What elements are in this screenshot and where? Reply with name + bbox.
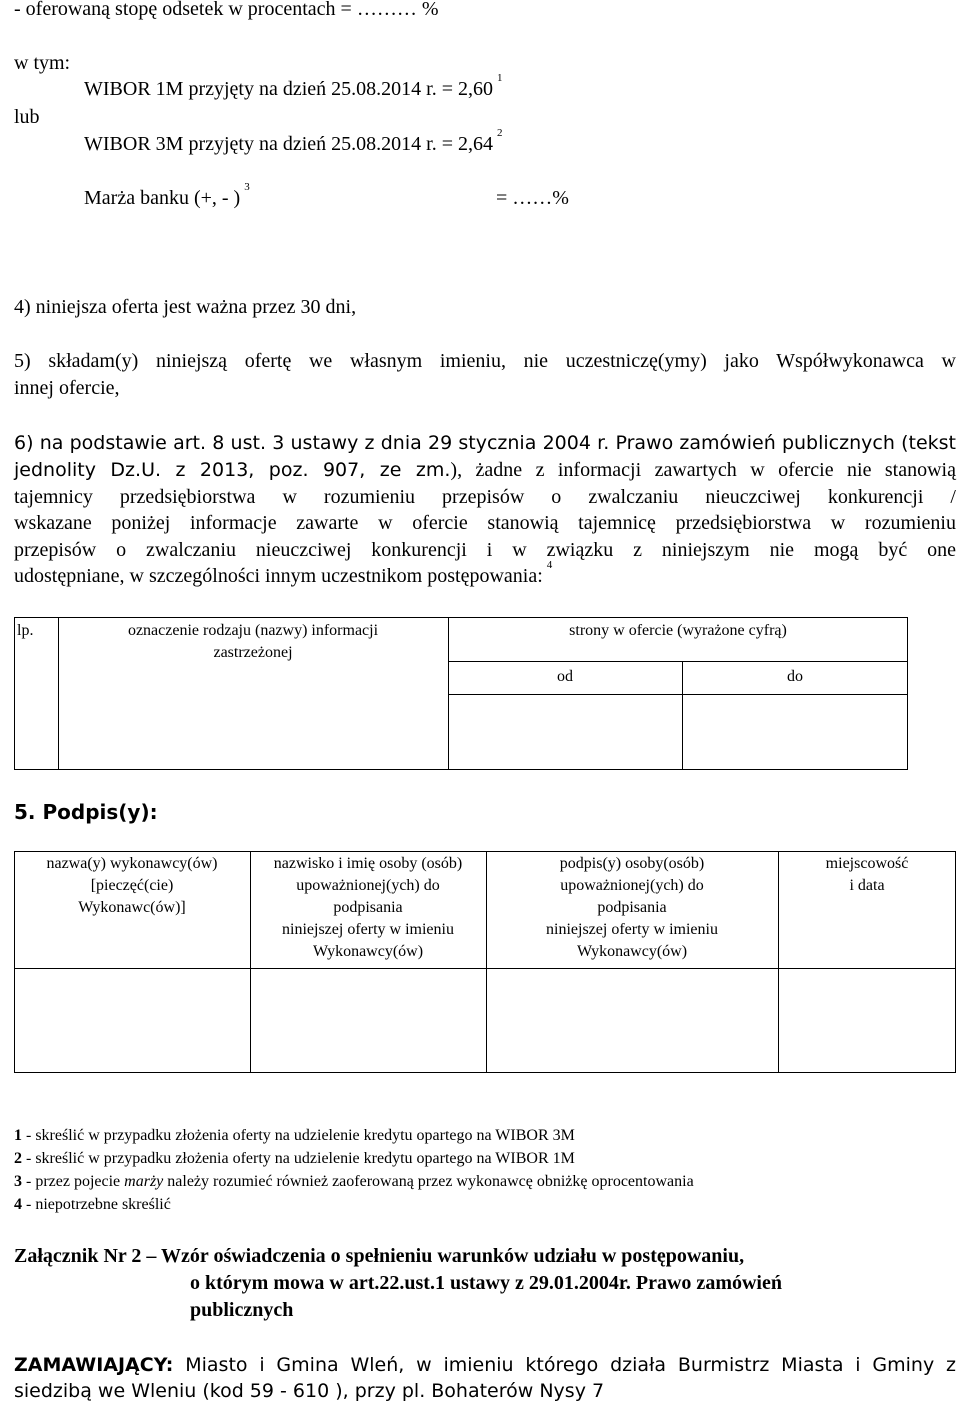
- footnote-ref-2: 2: [497, 127, 503, 139]
- footnote-4-num: 4: [14, 1196, 22, 1213]
- sig-col3-line: Wykonawcy(ów): [576, 943, 688, 960]
- wibor-3m-text: WIBOR 3M przyjęty na dzień 25.08.2014 r. = 2,64: [84, 133, 493, 155]
- sig-col2-line: nazwisko i imię osoby (osób): [273, 855, 463, 872]
- footnote-2-text: - skreślić w przypadku złożenia oferty na udzielenie kredytu opartego na WIBOR 1M: [22, 1150, 575, 1167]
- footnote-3-num: 3: [14, 1173, 22, 1190]
- point-4: 4) niniejsza oferta jest ważna przez 30 dni,: [14, 296, 357, 318]
- table1-col-pages: strony w ofercie (wyrażone cyfrą): [569, 622, 787, 639]
- point-6-line1: 6) na podstawie art. 8 ust. 3 ustawy z dnia 29 stycznia 2004 r. Prawo zamówień publicznych (tekst: [14, 432, 956, 454]
- point-6-line2: [14, 459, 956, 482]
- footnote-1-text: - skreślić w przypadku złożenia oferty na udzielenie kredytu opartego na WIBOR 3M: [22, 1127, 575, 1144]
- sig-header-bottom: [14, 968, 956, 969]
- table1-col-name-line1: oznaczenie rodzaju (nazwy) informacji: [127, 622, 379, 639]
- table1-subheader-line: [448, 661, 908, 662]
- annex-title-line1: Załącznik Nr 2 – Wzór oświadczenia o spełnieniu warunków udziału w postępowaniu,: [14, 1245, 745, 1267]
- point-6-line6-text: udostępniane, w szczególności innym uczestnikom postępowania:: [14, 565, 543, 587]
- marza-text: Marża banku (+, - ): [84, 187, 241, 209]
- table1-col-lp: lp.: [17, 622, 34, 639]
- footnote-2: [14, 1150, 575, 1168]
- sig-col1-line: nazwa(y) wykonawcy(ów): [46, 855, 218, 872]
- sig-col2-line: Wykonawcy(ów): [312, 943, 424, 960]
- annex-title-line3: publicznych: [190, 1299, 294, 1321]
- lub-label: lub: [14, 106, 40, 128]
- zamawiajacy-line1: [14, 1354, 956, 1376]
- point-6-line6: [14, 559, 553, 588]
- footnote-2-num: 2: [14, 1150, 22, 1167]
- wibor-1m-line: [84, 72, 503, 101]
- sig-col-signature: [486, 853, 778, 963]
- footnote-ref-1: 1: [497, 72, 503, 84]
- footnote-3-italic: marży: [124, 1173, 164, 1190]
- point-6-line2-serif: ), żadne z informacji zawartych w ofercie nie stanowią: [450, 459, 956, 481]
- footnote-4: [14, 1196, 171, 1214]
- sig-col2-line: upoważnionej(ych) do: [296, 877, 440, 894]
- table1-header-bottom: [448, 694, 908, 695]
- sig-col3-line: niniejszej oferty w imieniu: [546, 921, 718, 938]
- footnote-4-text: - niepotrzebne skreślić: [22, 1196, 171, 1213]
- footnote-1-num: 1: [14, 1127, 22, 1144]
- sig-col1-line: [pieczęć(cie): [90, 877, 174, 894]
- table1-col-od: od: [557, 668, 573, 685]
- footnote-ref-3: 3: [244, 181, 250, 193]
- point-6-line4: wskazane poniżej informacje zawarte w ofercie stanowią tajemnicę przedsiębiorstwa w rozumieniu: [14, 512, 956, 534]
- annex-title-line2: o którym mowa w art.22.ust.1 ustawy z 29.01.2004r. Prawo zamówień: [190, 1272, 782, 1294]
- wibor-1m-text: WIBOR 1M przyjęty na dzień 25.08.2014 r. = 2,60: [84, 78, 493, 100]
- sig-col3-line: upoważnionej(ych) do: [560, 877, 704, 894]
- sig-col4-line: miejscowość: [825, 855, 909, 872]
- zamawiajacy-line2: siedzibą we Wleniu (kod 59 - 610 ), przy pl. Bohaterów Nysy 7: [14, 1380, 605, 1402]
- offered-rate-line: - oferowaną stopę odsetek w procentach = ……… %: [14, 0, 439, 20]
- sig-col2-line: niniejszej oferty w imieniu: [282, 921, 454, 938]
- footnote-3-text-b: należy rozumieć również zaoferowaną przez wykonawcę obniżkę oprocentowania: [163, 1173, 694, 1190]
- sig-col2-line: podpisania: [333, 899, 403, 916]
- table1-col-name: [58, 620, 448, 664]
- footnote-1: [14, 1127, 575, 1145]
- point-6-line5: przepisów o zwalczaniu nieuczciwej konkurencji i w związku z niniejszym nie mogą być one: [14, 539, 956, 561]
- zamawiajacy-text: Miasto i Gmina Wleń, w imieniu którego działa Burmistrz Miasta i Gminy z: [173, 1354, 956, 1376]
- table1-col-name-line2: zastrzeżonej: [213, 644, 293, 661]
- w-tym-label: w tym:: [14, 52, 71, 74]
- sig-col-person-name: [250, 853, 486, 963]
- point-5-line2: innej ofercie,: [14, 377, 120, 399]
- point-6-line3: tajemnicy przedsiębiorstwa w rozumieniu przepisów o zwalczaniu nieuczciwej konkurencji /: [14, 486, 956, 508]
- sig-col3-line: podpisania: [597, 899, 667, 916]
- sig-col-contractor: [14, 853, 250, 919]
- footnote-3-text-a: - przez pojecie: [22, 1173, 125, 1190]
- marza-line: [84, 181, 250, 210]
- zamawiajacy-label: ZAMAWIAJĄCY:: [14, 1354, 174, 1376]
- table1-col-do: do: [787, 668, 803, 685]
- footnote-ref-4: 4: [546, 559, 553, 571]
- signature-heading: 5. Podpis(y):: [14, 800, 158, 824]
- sig-col3-line: podpis(y) osoby(osób): [559, 855, 705, 872]
- sig-col1-line: Wykonawc(ów)]: [78, 899, 186, 916]
- marza-value: = ……%: [496, 187, 569, 209]
- wibor-3m-line: [84, 127, 503, 156]
- sig-col4-line: i data: [849, 877, 885, 894]
- point-6-line2-sans: jednolity Dz.U. z 2013, poz. 907, ze zm.: [14, 459, 451, 481]
- sig-col-place-date: [778, 853, 956, 897]
- point-5-line1: 5) składam(y) niniejszą ofertę we własnym imieniu, nie uczestniczę(ymy) jako Współwykonawca w: [14, 350, 956, 372]
- footnote-3: [14, 1173, 694, 1191]
